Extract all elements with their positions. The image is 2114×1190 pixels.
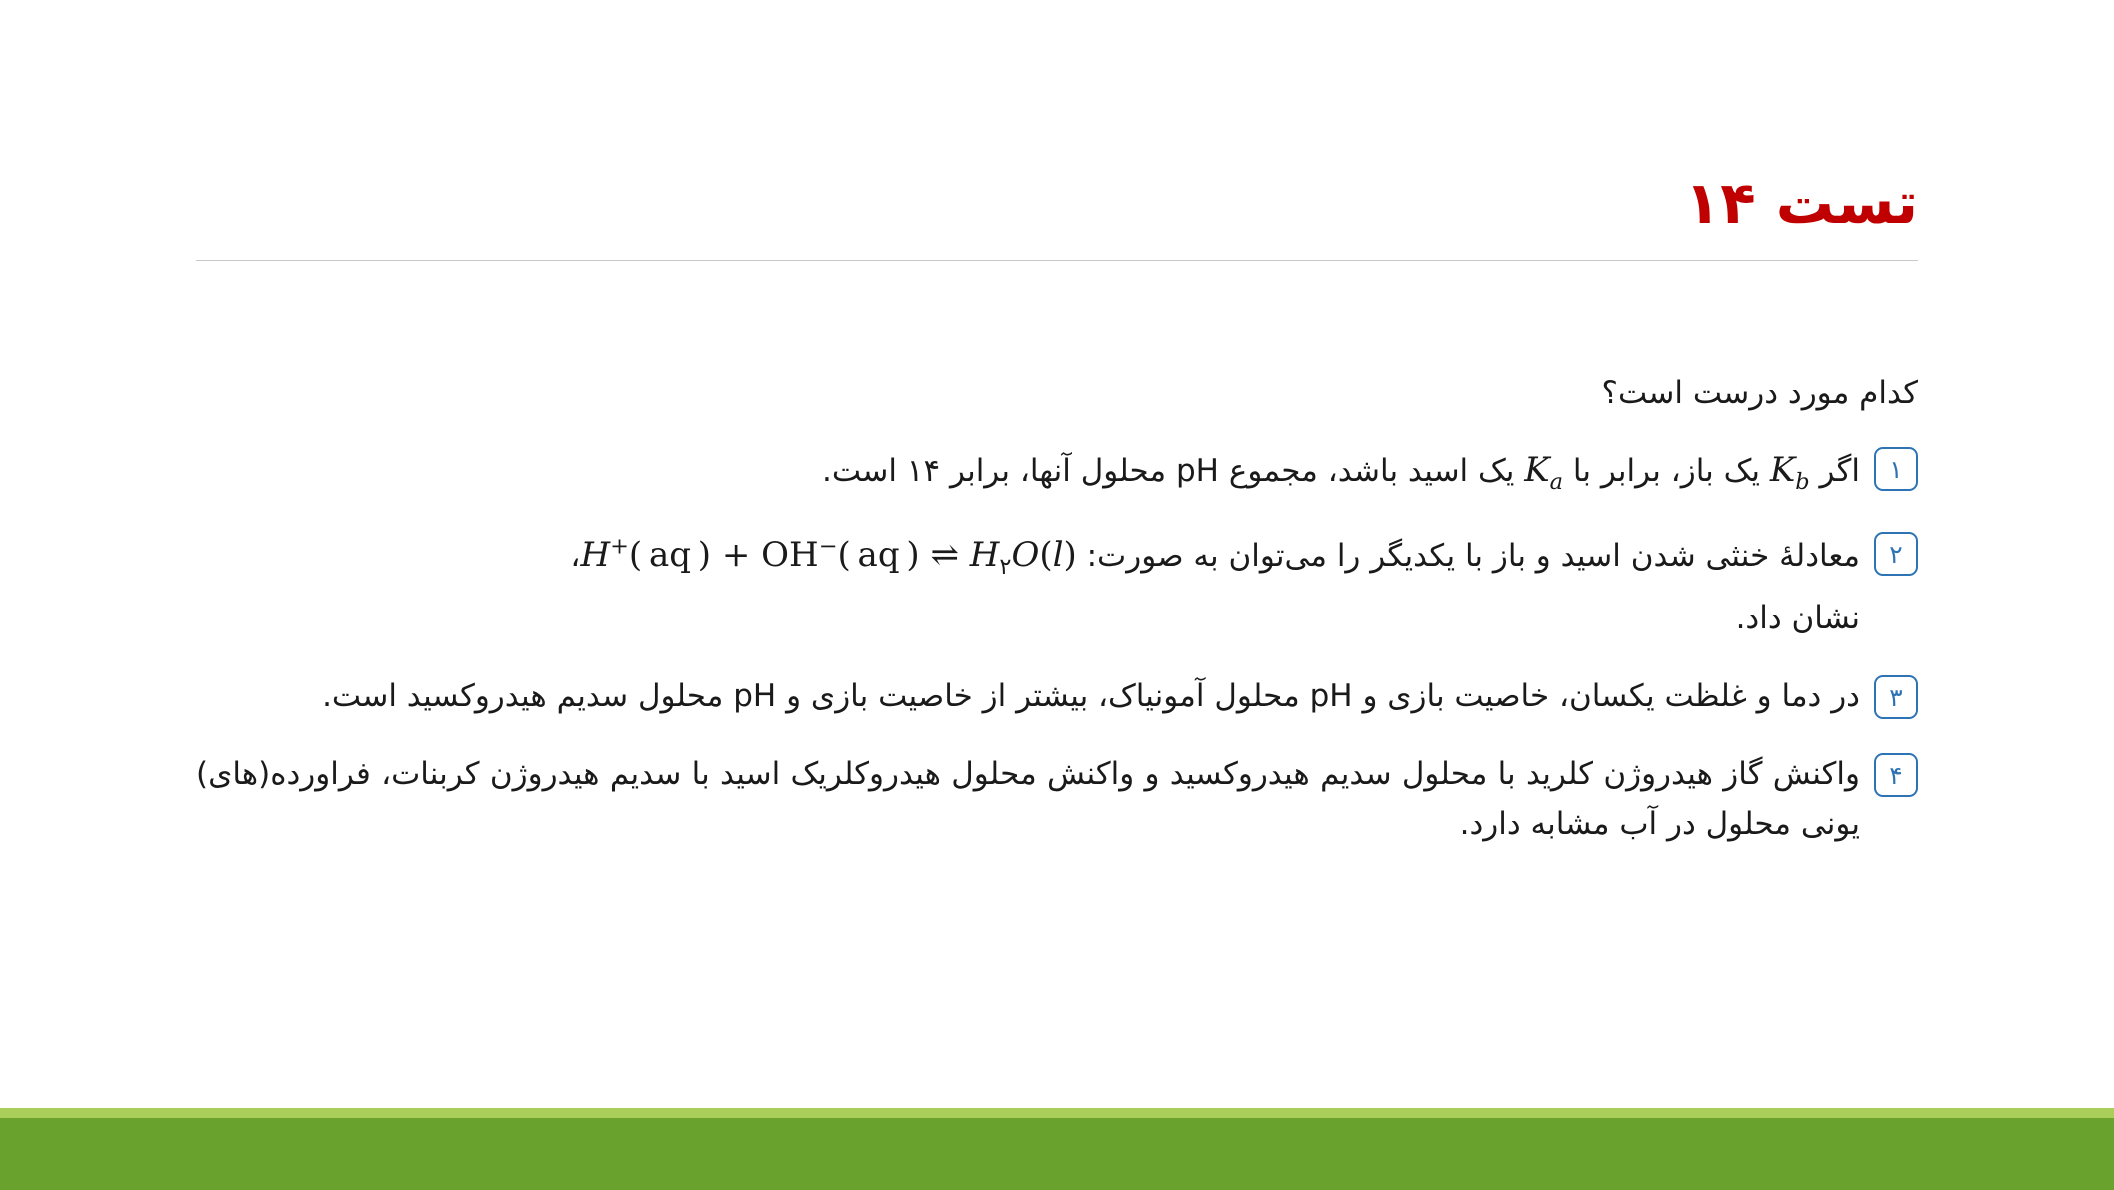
option1-k-symbol: K [1769,449,1796,490]
footer-accent-dark [0,1118,2114,1190]
option-number-2[interactable]: ۲ [1874,532,1918,576]
page-title: تست ۱۴ [1684,169,1918,237]
option-number-3[interactable]: ۳ [1874,675,1918,719]
list-item[interactable] [196,443,1918,500]
option1-math-ka [1524,449,1564,495]
footer-accent-light [0,1108,2114,1118]
option2-text-before: معادلۀ خنثی شدن اسید و باز با یکدیگر را می‌توان به صورت: [1076,537,1860,574]
list-item[interactable] [196,671,1918,721]
title-block [196,169,1918,261]
body-content [196,370,1918,878]
option-text-1 [196,443,1860,500]
option-number-4[interactable]: ۴ [1874,753,1918,797]
option-text-2 [196,528,1860,643]
question-prompt: کدام مورد درست است؟ [1601,375,1918,411]
option-text-3: در دما و غلظت یکسان، خاصیت بازی و pH محلول آمونیاک، بیشتر از خاصیت بازی و pH محلول سدیم هیدروکسید است. [322,678,1860,714]
title-divider [196,260,1918,261]
option1-k2-subscript: a [1549,468,1564,495]
option1-text-after: یک اسید باشد، مجموع pH محلول آنها، برابر ۱۴ است. [822,452,1525,489]
option-number-1[interactable]: ۱ [1874,447,1918,491]
option1-k2-symbol: K [1524,449,1550,490]
option2-wrap-line: نشان داد. [1735,599,1860,636]
list-item[interactable] [196,528,1918,643]
option1-text-before: اگر [1809,452,1860,489]
option2-text-comma: ، [570,537,581,574]
option-text-4: واکنش گاز هیدروژن کلرید با محلول سدیم هیدروکسید و واکنش محلول هیدروکلریک اسید با سدیم هیدروژن کربنات، فراورده(های) یونی محلول در آب مشابه دارد. [196,756,1860,843]
list-item[interactable] [196,749,1918,849]
option1-math-kb [1769,449,1810,495]
option2-equation: H+( aq ) + OH−( aq ) ⇌ $H_۲O(l)$ [580,533,1077,580]
option1-k-subscript: b [1795,468,1810,495]
option1-text-mid: یک باز، برابر با [1563,452,1770,489]
